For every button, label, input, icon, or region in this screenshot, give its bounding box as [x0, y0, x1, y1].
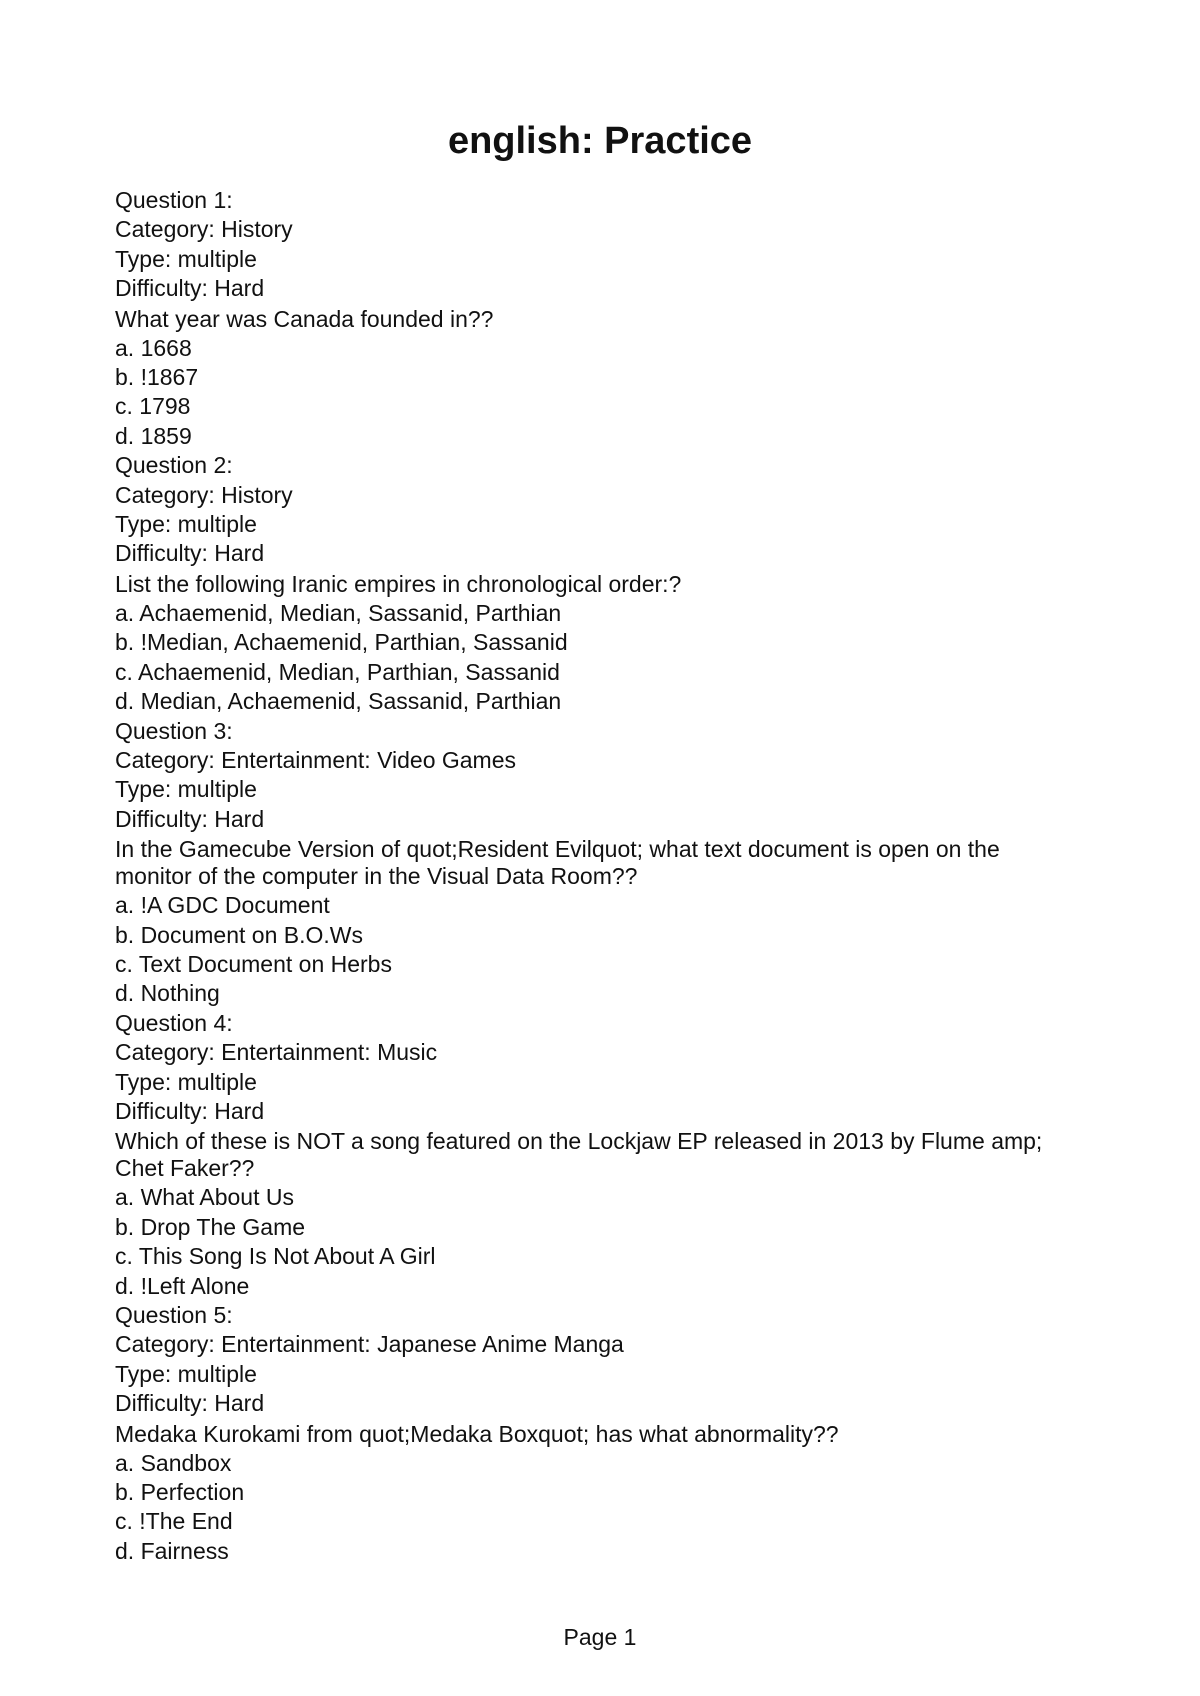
- answer-option-d: d. 1859: [115, 422, 192, 449]
- question-category: Category: Entertainment: Japanese Anime Manga: [115, 1331, 624, 1358]
- question-difficulty: Difficulty: Hard: [115, 275, 265, 302]
- question-category: Category: History: [115, 481, 293, 508]
- page-number: Page 1: [563, 1624, 637, 1650]
- question-prompt: Medaka Kurokami from quot;Medaka Boxquot; has what abnormality??: [115, 1420, 839, 1447]
- question-4: [115, 1009, 1075, 1301]
- answer-option-c: c. This Song Is Not About A Girl: [115, 1243, 436, 1270]
- document-title: english: Practice: [447, 120, 753, 162]
- question-heading: Question 2:: [115, 452, 233, 479]
- question-type: Type: multiple: [115, 1360, 257, 1387]
- question-difficulty: Difficulty: Hard: [115, 805, 265, 832]
- question-heading: Question 1:: [115, 187, 233, 213]
- question-heading: Question 5:: [115, 1302, 233, 1328]
- answer-option-b: b. Document on B.O.Ws: [115, 921, 363, 948]
- question-category: Category: Entertainment: Music: [115, 1039, 438, 1066]
- question-type: Type: multiple: [115, 245, 257, 272]
- answer-option-a: a. Sandbox: [115, 1449, 232, 1476]
- answer-option-d: d. Median, Achaemenid, Sassanid, Parthian: [115, 688, 562, 715]
- answer-option-b: b. !Median, Achaemenid, Parthian, Sassanid: [115, 629, 568, 656]
- question-difficulty: Difficulty: Hard: [115, 540, 265, 567]
- answer-option-d: d. Fairness: [115, 1537, 229, 1564]
- question-prompt: Which of these is NOT a song featured on the Lockjaw EP released in 2013 by Flume amp; Chet Faker??: [115, 1128, 1043, 1182]
- answer-option-d: d. !Left Alone: [115, 1272, 250, 1299]
- question-5: [115, 1301, 1075, 1566]
- question-type: Type: multiple: [115, 1068, 257, 1095]
- question-category: Category: Entertainment: Video Games: [115, 746, 517, 773]
- answer-option-c: c. 1798: [115, 393, 191, 420]
- question-1: [115, 186, 1075, 451]
- question-type: Type: multiple: [115, 511, 257, 538]
- answer-option-d: d. Nothing: [115, 980, 220, 1007]
- answer-option-a: a. 1668: [115, 334, 192, 361]
- question-category: Category: History: [115, 216, 293, 243]
- question-heading: Question 3:: [115, 717, 233, 744]
- question-difficulty: Difficulty: Hard: [115, 1097, 265, 1124]
- question-prompt: In the Gamecube Version of quot;Resident Evilquot; what text document is open on the monitor of the computer in the Visual Data Room??: [115, 836, 1000, 890]
- answer-option-c: c. !The End: [115, 1508, 233, 1535]
- answer-option-a: a. Achaemenid, Median, Sassanid, Parthian: [115, 599, 562, 626]
- answer-option-c: c. Achaemenid, Median, Parthian, Sassanid: [115, 658, 560, 685]
- answer-option-c: c. Text Document on Herbs: [115, 950, 392, 977]
- question-difficulty: Difficulty: Hard: [115, 1390, 265, 1417]
- question-prompt: List the following Iranic empires in chronological order:?: [115, 570, 682, 597]
- answer-option-a: a. What About Us: [115, 1184, 294, 1211]
- answer-option-a: a. !A GDC Document: [115, 892, 330, 919]
- question-2: [115, 451, 1075, 716]
- answer-option-b: b. Perfection: [115, 1479, 245, 1506]
- question-prompt: What year was Canada founded in??: [115, 305, 494, 332]
- answer-option-b: b. !1867: [115, 364, 199, 391]
- question-3: [115, 717, 1075, 1009]
- answer-option-b: b. Drop The Game: [115, 1213, 306, 1240]
- question-type: Type: multiple: [115, 776, 257, 803]
- question-heading: Question 4:: [115, 1009, 233, 1036]
- question-list: [115, 186, 1075, 1566]
